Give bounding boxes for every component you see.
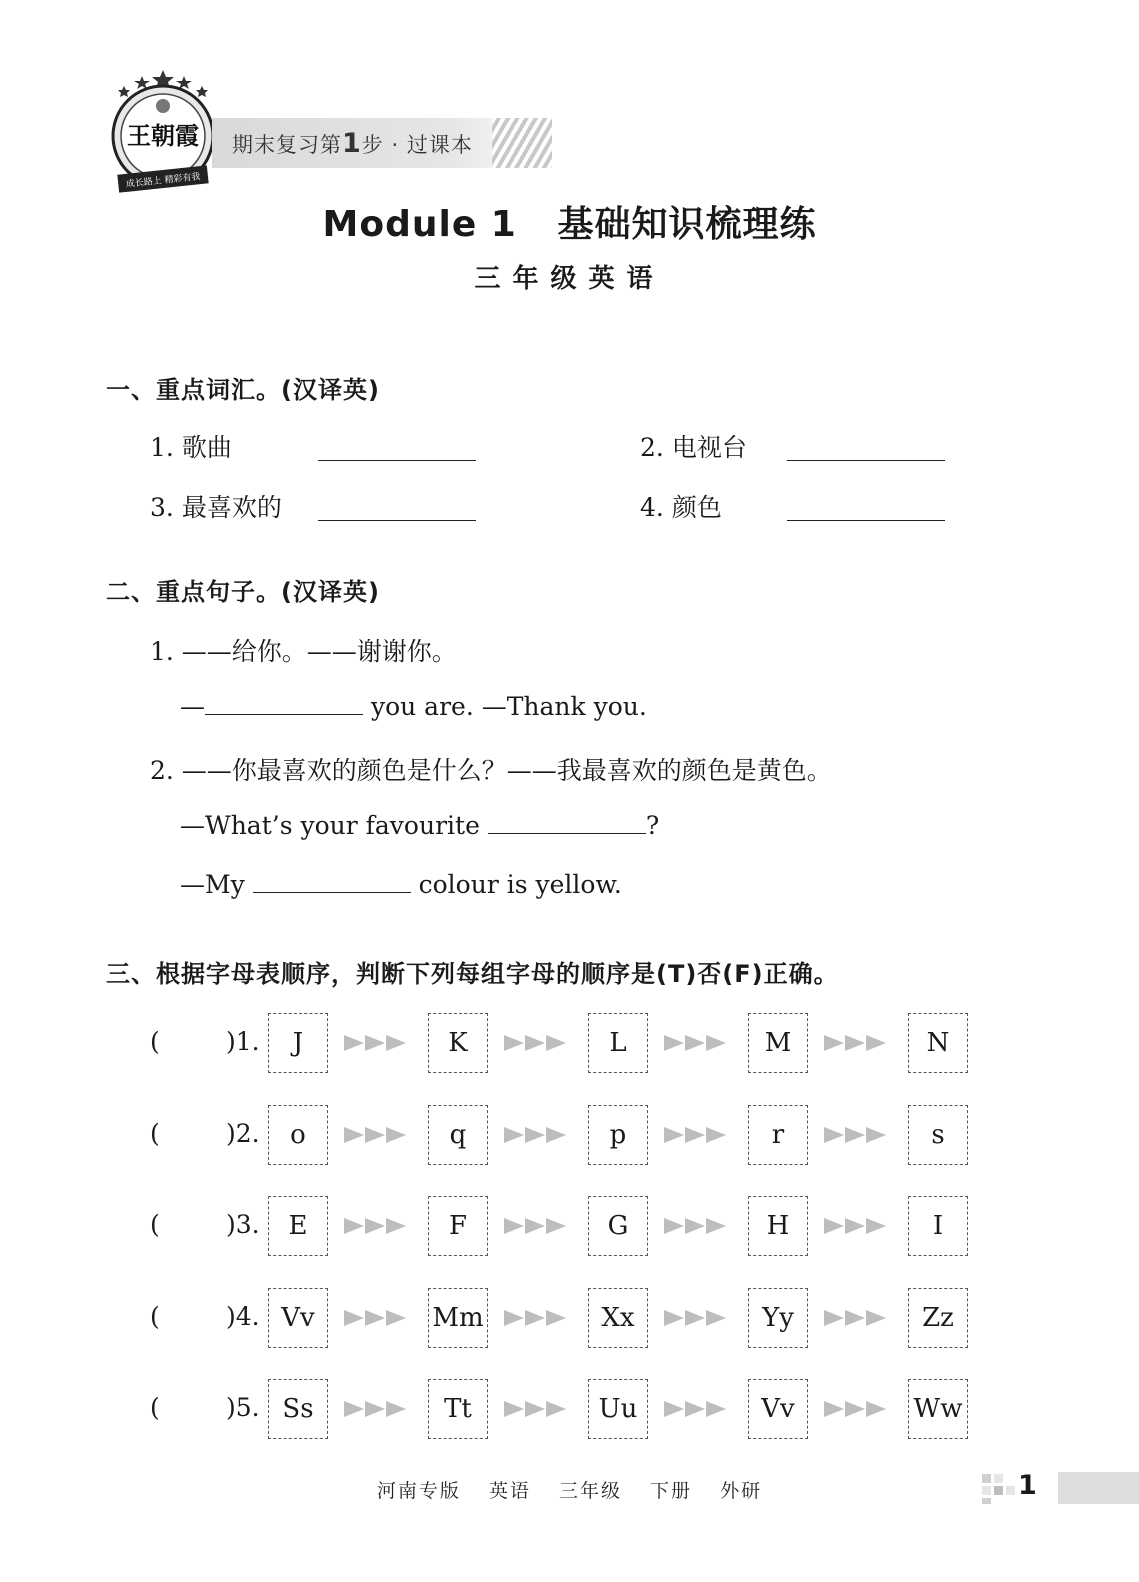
letter-box: K bbox=[428, 1013, 488, 1073]
footer-edition: 外研 bbox=[720, 1480, 763, 1502]
footer-grade: 三年级 bbox=[558, 1480, 622, 1502]
arrow-icon bbox=[824, 1216, 890, 1236]
footer-volume: 下册 bbox=[650, 1480, 693, 1502]
answer-paren-open[interactable]: ( bbox=[150, 1118, 160, 1148]
letter-box: I bbox=[908, 1196, 968, 1256]
footer-region: 河南专版 bbox=[376, 1480, 461, 1502]
vocab-blank-3[interactable] bbox=[318, 520, 476, 521]
letter-box: Zz bbox=[908, 1288, 968, 1348]
arrow-icon bbox=[504, 1033, 570, 1053]
letter-box: E bbox=[268, 1196, 328, 1256]
arrow-icon bbox=[504, 1216, 570, 1236]
vocab-item-2: 2. 电视台 bbox=[640, 433, 747, 462]
arrow-icon bbox=[344, 1308, 410, 1328]
arrow-icon bbox=[504, 1308, 570, 1328]
letter-box: L bbox=[588, 1013, 648, 1073]
publisher-badge-logo bbox=[104, 70, 222, 200]
arrow-icon bbox=[504, 1125, 570, 1145]
page-title: Module 1 基础知识梳理练 bbox=[322, 204, 817, 245]
arrow-icon bbox=[664, 1033, 730, 1053]
answer-paren-open[interactable]: ( bbox=[150, 1393, 160, 1422]
arrow-icon bbox=[824, 1125, 890, 1145]
arrow-icon bbox=[824, 1033, 890, 1053]
banner-stripes bbox=[492, 118, 552, 168]
letter-box: q bbox=[428, 1105, 488, 1165]
row-label: )2. bbox=[226, 1118, 260, 1148]
letter-box: F bbox=[428, 1196, 488, 1256]
letter-box: Mm bbox=[428, 1288, 488, 1348]
arrow-icon bbox=[664, 1399, 730, 1419]
arrow-icon bbox=[344, 1216, 410, 1236]
sentence-1-chinese: 1. ——给你。——谢谢你。 bbox=[150, 637, 457, 666]
vocab-item-3: 3. 最喜欢的 bbox=[150, 493, 282, 522]
letter-box: p bbox=[588, 1105, 648, 1165]
row-label: )5. bbox=[226, 1393, 260, 1422]
arrow-icon bbox=[664, 1216, 730, 1236]
letter-box: o bbox=[268, 1105, 328, 1165]
section-banner bbox=[212, 118, 552, 168]
sentence-1-english: — you are. —Thank you. bbox=[180, 692, 647, 721]
section2-heading: 二、重点句子。(汉译英) bbox=[106, 578, 380, 606]
letter-box: J bbox=[268, 1013, 328, 1073]
sentence-2-english-b: —My colour is yellow. bbox=[180, 870, 622, 899]
letter-box: r bbox=[748, 1105, 808, 1165]
vocab-blank-4[interactable] bbox=[787, 520, 945, 521]
badge-slogan: 成长路上 精彩有我 bbox=[125, 172, 201, 190]
answer-paren-open[interactable]: ( bbox=[150, 1027, 160, 1056]
sentence-2-english-a: —What’s your favourite ? bbox=[180, 811, 660, 840]
arrow-icon bbox=[344, 1399, 410, 1419]
letter-box: Uu bbox=[588, 1379, 648, 1439]
letter-box: Vv bbox=[268, 1288, 328, 1348]
vocab-blank-2[interactable] bbox=[787, 460, 945, 461]
letter-box: s bbox=[908, 1105, 968, 1165]
sentence-1-blank[interactable] bbox=[205, 696, 363, 715]
answer-paren-open[interactable]: ( bbox=[150, 1301, 160, 1331]
sentence-2b-blank[interactable] bbox=[253, 874, 411, 893]
answer-paren-open[interactable]: ( bbox=[150, 1210, 160, 1239]
page-number: 1 bbox=[1018, 1470, 1037, 1501]
vocab-item-1: 1. 歌曲 bbox=[150, 433, 232, 462]
letter-box: Ss bbox=[268, 1379, 328, 1439]
letter-box: H bbox=[748, 1196, 808, 1256]
page-subtitle: 三年级英语 bbox=[474, 264, 665, 294]
arrow-icon bbox=[664, 1125, 730, 1145]
arrow-icon bbox=[344, 1033, 410, 1053]
row-label: )3. bbox=[226, 1210, 260, 1239]
section1-heading: 一、重点词汇。(汉译英) bbox=[106, 376, 380, 404]
arrow-icon bbox=[504, 1399, 570, 1419]
page-number-bar bbox=[1058, 1472, 1139, 1504]
sentence-2-chinese: 2. ——你最喜欢的颜色是什么？——我最喜欢的颜色是黄色。 bbox=[150, 756, 832, 785]
vocab-blank-1[interactable] bbox=[318, 460, 476, 461]
letter-box: Xx bbox=[588, 1288, 648, 1348]
arrow-icon bbox=[824, 1308, 890, 1328]
page-corner-decoration bbox=[982, 1474, 1016, 1504]
arrow-icon bbox=[344, 1125, 410, 1145]
letter-box: N bbox=[908, 1013, 968, 1073]
arrow-icon bbox=[824, 1399, 890, 1419]
letter-box: M bbox=[748, 1013, 808, 1073]
banner-text: 期末复习第1步 · 过课本 bbox=[232, 128, 473, 159]
letter-box: Tt bbox=[428, 1379, 488, 1439]
banner-step-number: 1 bbox=[342, 128, 362, 159]
letter-box: Vv bbox=[748, 1379, 808, 1439]
footer-subject: 英语 bbox=[488, 1480, 531, 1502]
badge-brand-text: 王朝霞 bbox=[127, 121, 199, 150]
sentence-2a-blank[interactable] bbox=[488, 815, 646, 834]
section3-heading: 三、根据字母表顺序，判断下列每组字母的顺序是(T)否(F)正确。 bbox=[106, 960, 839, 988]
letter-box: Ww bbox=[908, 1379, 968, 1439]
letter-box: Yy bbox=[748, 1288, 808, 1348]
vocab-item-4: 4. 颜色 bbox=[640, 493, 722, 522]
footer-info bbox=[0, 1476, 1139, 1503]
row-label: )1. bbox=[226, 1027, 260, 1056]
letter-box: G bbox=[588, 1196, 648, 1256]
row-label: )4. bbox=[226, 1301, 260, 1331]
arrow-icon bbox=[664, 1308, 730, 1328]
